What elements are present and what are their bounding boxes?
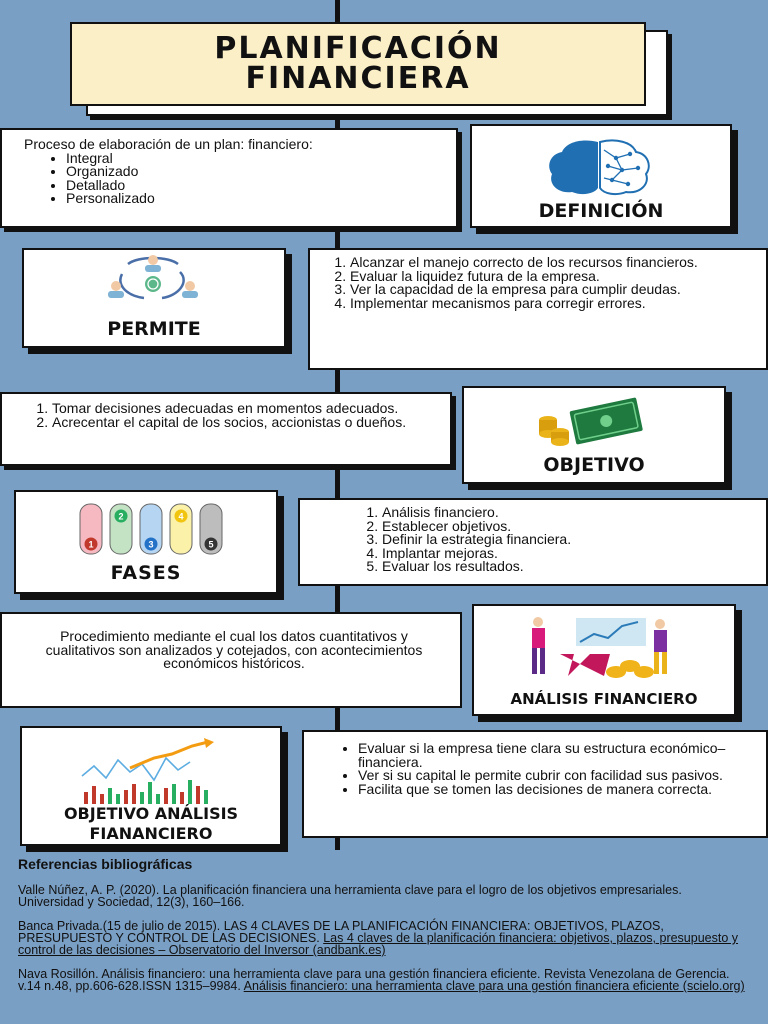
money-coins-icon: [536, 396, 646, 452]
test-tube-number: 4: [178, 511, 184, 522]
reference-3: [18, 968, 748, 992]
people-cycle-icon: [98, 252, 208, 304]
references-section: [18, 858, 748, 1004]
test-tube-number: 2: [118, 511, 124, 522]
definicion-item: • Detallado: [66, 179, 384, 193]
definicion-item: • Integral: [66, 152, 384, 166]
analisis-text-card: [0, 612, 462, 708]
objetivo-analisis-label-line-2: FIANANCIERO: [89, 824, 213, 843]
objetivo-analisis-text-card: [302, 730, 768, 838]
test-tube-5: [200, 504, 222, 554]
reference-2: [18, 920, 748, 956]
fases-item: 1. Análisis financiero.: [382, 506, 722, 520]
objetivo-item: 2. Acrecentar el capital de los socios, accionistas o dueños.: [52, 416, 412, 430]
definicion-item: • Organizado: [66, 165, 384, 179]
objetivo-analisis-item: • Ver si su capital le permite cubrir con facilidad sus pasivos.: [358, 769, 738, 783]
objetivo-analisis-list: [358, 742, 738, 796]
reference-2-text: Banca Privada.(15 de julio de 2015). LAS 4 CLAVES DE LA PLANIFICACIÓN FINANCIERA: OBJETIVOS, PLAZOS, PRESUPUESTO Y CONTROL DE LAS DECISIONES.: [18, 919, 664, 945]
analisis-label: ANÁLISIS FINANCIERO: [510, 690, 698, 708]
test-tube-4: [170, 504, 192, 554]
test-tube-1: [80, 504, 102, 554]
definicion-intro: Proceso de elaboración de un plan: financiero:: [24, 136, 313, 152]
definicion-card: [470, 124, 732, 228]
definicion-list: [66, 149, 384, 206]
test-tube-number: 3: [148, 539, 154, 550]
permite-item: 2. Evaluar la liquidez futura de la empresa.: [350, 270, 730, 284]
objetivo-analisis-label-line-1: OBJETIVO ANÁLISIS: [63, 804, 239, 823]
objetivo-label: OBJETIVO: [543, 454, 645, 476]
page-title: [214, 31, 502, 96]
objetivo-text-card: [0, 392, 452, 466]
page-title-banner: [70, 22, 646, 106]
title-line-2: FINANCIERA: [245, 61, 471, 96]
permite-card: [22, 248, 286, 348]
permite-item: 1. Alcanzar el manejo correcto de los recursos financieros.: [350, 256, 730, 270]
test-tube-number: 5: [208, 539, 214, 550]
test-tube-2: [110, 504, 132, 554]
bar-line-chart-icon: [80, 736, 220, 806]
objetivo-analisis-item: • Facilita que se tomen las decisiones de manera correcta.: [358, 783, 738, 797]
title-line-1: PLANIFICACIÓN: [214, 31, 502, 66]
fases-list: [382, 506, 722, 574]
definicion-item: • Personalizado: [66, 192, 384, 206]
reference-2-link[interactable]: Las 4 claves de la planificación financiera: objetivos, plazos, presupuesto y control de las decisiones – Observatorio del Inversor (andbank.es): [18, 931, 739, 957]
fases-item: 4. Implantar mejoras.: [382, 547, 722, 561]
permite-text-card: [308, 248, 768, 370]
permite-item: 4. Implementar mecanismos para corregir errores.: [350, 297, 730, 311]
fases-item: 5. Evaluar los resultados.: [382, 560, 722, 574]
test-tubes-icon: [68, 500, 228, 560]
analisis-text: Procedimiento mediante el cual los datos cuantitativos y cualitativos son analizados y cotejados, con acontecimientos económicos históricos.: [45, 628, 423, 671]
financial-analysis-illustration-icon: [520, 614, 690, 680]
fases-label: FASES: [110, 562, 182, 584]
objetivo-analisis-item: • Evaluar si la empresa tiene clara su estructura económico–financiera.: [358, 742, 738, 769]
references-heading: Referencias bibliográficas: [18, 856, 193, 872]
fases-item: 2. Establecer objetivos.: [382, 520, 722, 534]
test-tube-number: 1: [88, 539, 94, 550]
fases-text-card: [298, 498, 768, 586]
definicion-label: DEFINICIÓN: [538, 200, 664, 222]
fases-card: [14, 490, 278, 594]
objetivo-item: 1. Tomar decisiones adecuadas en momentos adecuados.: [52, 402, 412, 416]
definicion-text-card: [0, 128, 458, 228]
test-tube-3: [140, 504, 162, 554]
brain-circuit-icon: [542, 138, 654, 196]
permite-item: 3. Ver la capacidad de la empresa para cumplir deudas.: [350, 283, 730, 297]
reference-1: Valle Núñez, A. P. (2020). La planificación financiera una herramienta clave para el logro de los objetivos empresariales. Universidad y Sociedad, 12(3), 160–166.: [18, 883, 682, 909]
permite-label: PERMITE: [107, 318, 201, 340]
objetivo-card: [462, 386, 726, 484]
objetivo-analisis-label: [22, 804, 280, 844]
reference-3-text: Nava Rosillón. Análisis financiero: una herramienta clave para una gestión financiera eficiente. Revista Venezolana de Gerencia. v.14 n.48, pp.606-628.ISSN 1315–9984.: [18, 967, 730, 993]
reference-3-link[interactable]: Análisis financiero: una herramienta clave para una gestión financiera eficiente (scielo.org): [243, 979, 745, 993]
fases-item: 3. Definir la estrategia financiera.: [382, 533, 722, 547]
analisis-card: [472, 604, 736, 716]
permite-list: [350, 256, 730, 310]
objetivo-list: [52, 402, 412, 429]
objetivo-analisis-card: [20, 726, 282, 846]
